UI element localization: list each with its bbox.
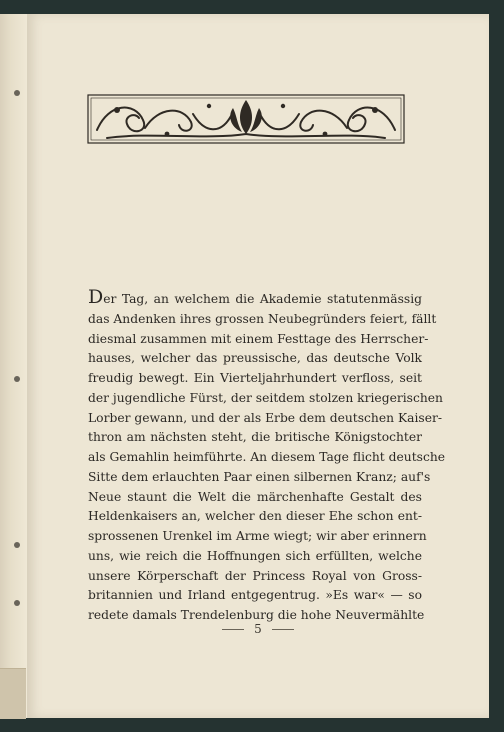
text-line: britannien und Irland entgegentrug. »Es war« — so (88, 588, 422, 603)
page-number-value: 5 (254, 622, 262, 636)
text-line-1 (88, 286, 422, 310)
page-number (27, 622, 489, 636)
book-spine-edge (0, 14, 28, 718)
text-line: uns, wie reich die Hoffnungen sich erfüllten, welche (88, 548, 422, 563)
text-line: der jugendliche Fürst, der seitdem stolzen kriegerischen (88, 390, 443, 405)
binding-mark-icon (14, 376, 20, 382)
text-line: unsere Körperschaft der Princess Royal von Gross- (88, 568, 422, 583)
text-line: freudig bewegt. Ein Vierteljahrhundert verfloss, seit (88, 371, 422, 385)
text-line: Sitte dem erlauchten Paar einen silbernen Kranz; auf's (88, 469, 431, 484)
text-line: das Andenken ihres grossen Neubegründers feiert, fällt (88, 311, 437, 326)
drop-cap: D (88, 286, 104, 308)
book-page (27, 14, 489, 718)
text-line: redete damals Trendelenburg die hohe Neuvermählte (88, 608, 425, 622)
text-line: Heldenkaisers an, welcher den dieser Ehe schon ent- (88, 509, 422, 524)
binding-mark-icon (14, 90, 20, 96)
body-text (88, 286, 446, 626)
text-line-1-rest: er Tag, an welchem die Akademie statutenmässig (103, 292, 422, 306)
page-number-dash-right (272, 629, 294, 630)
text-line: hauses, welcher das preussische, das deutsche Volk (88, 351, 422, 366)
ornamental-headpiece-icon (87, 94, 405, 144)
binding-mark-icon (14, 542, 20, 548)
text-line: als Gemahlin heimführte. An diesem Tage flicht deutsche (88, 450, 446, 464)
text-line: sprossenen Urenkel im Arme wiegt; wir aber erinnern (88, 529, 427, 543)
text-line: diesmal zusammen mit einem Festtage des Herrscher- (88, 331, 429, 346)
page-number-dash-left (222, 629, 244, 630)
text-line: Lorber gewann, und der als Erbe dem deutschen Kaiser- (88, 410, 443, 425)
library-tab (0, 668, 26, 719)
text-line: thron am nächsten steht, die britische Königstochter (88, 430, 422, 445)
binding-mark-icon (14, 600, 20, 606)
text-line: Neue staunt die Welt die märchenhafte Gestalt des (88, 489, 422, 504)
